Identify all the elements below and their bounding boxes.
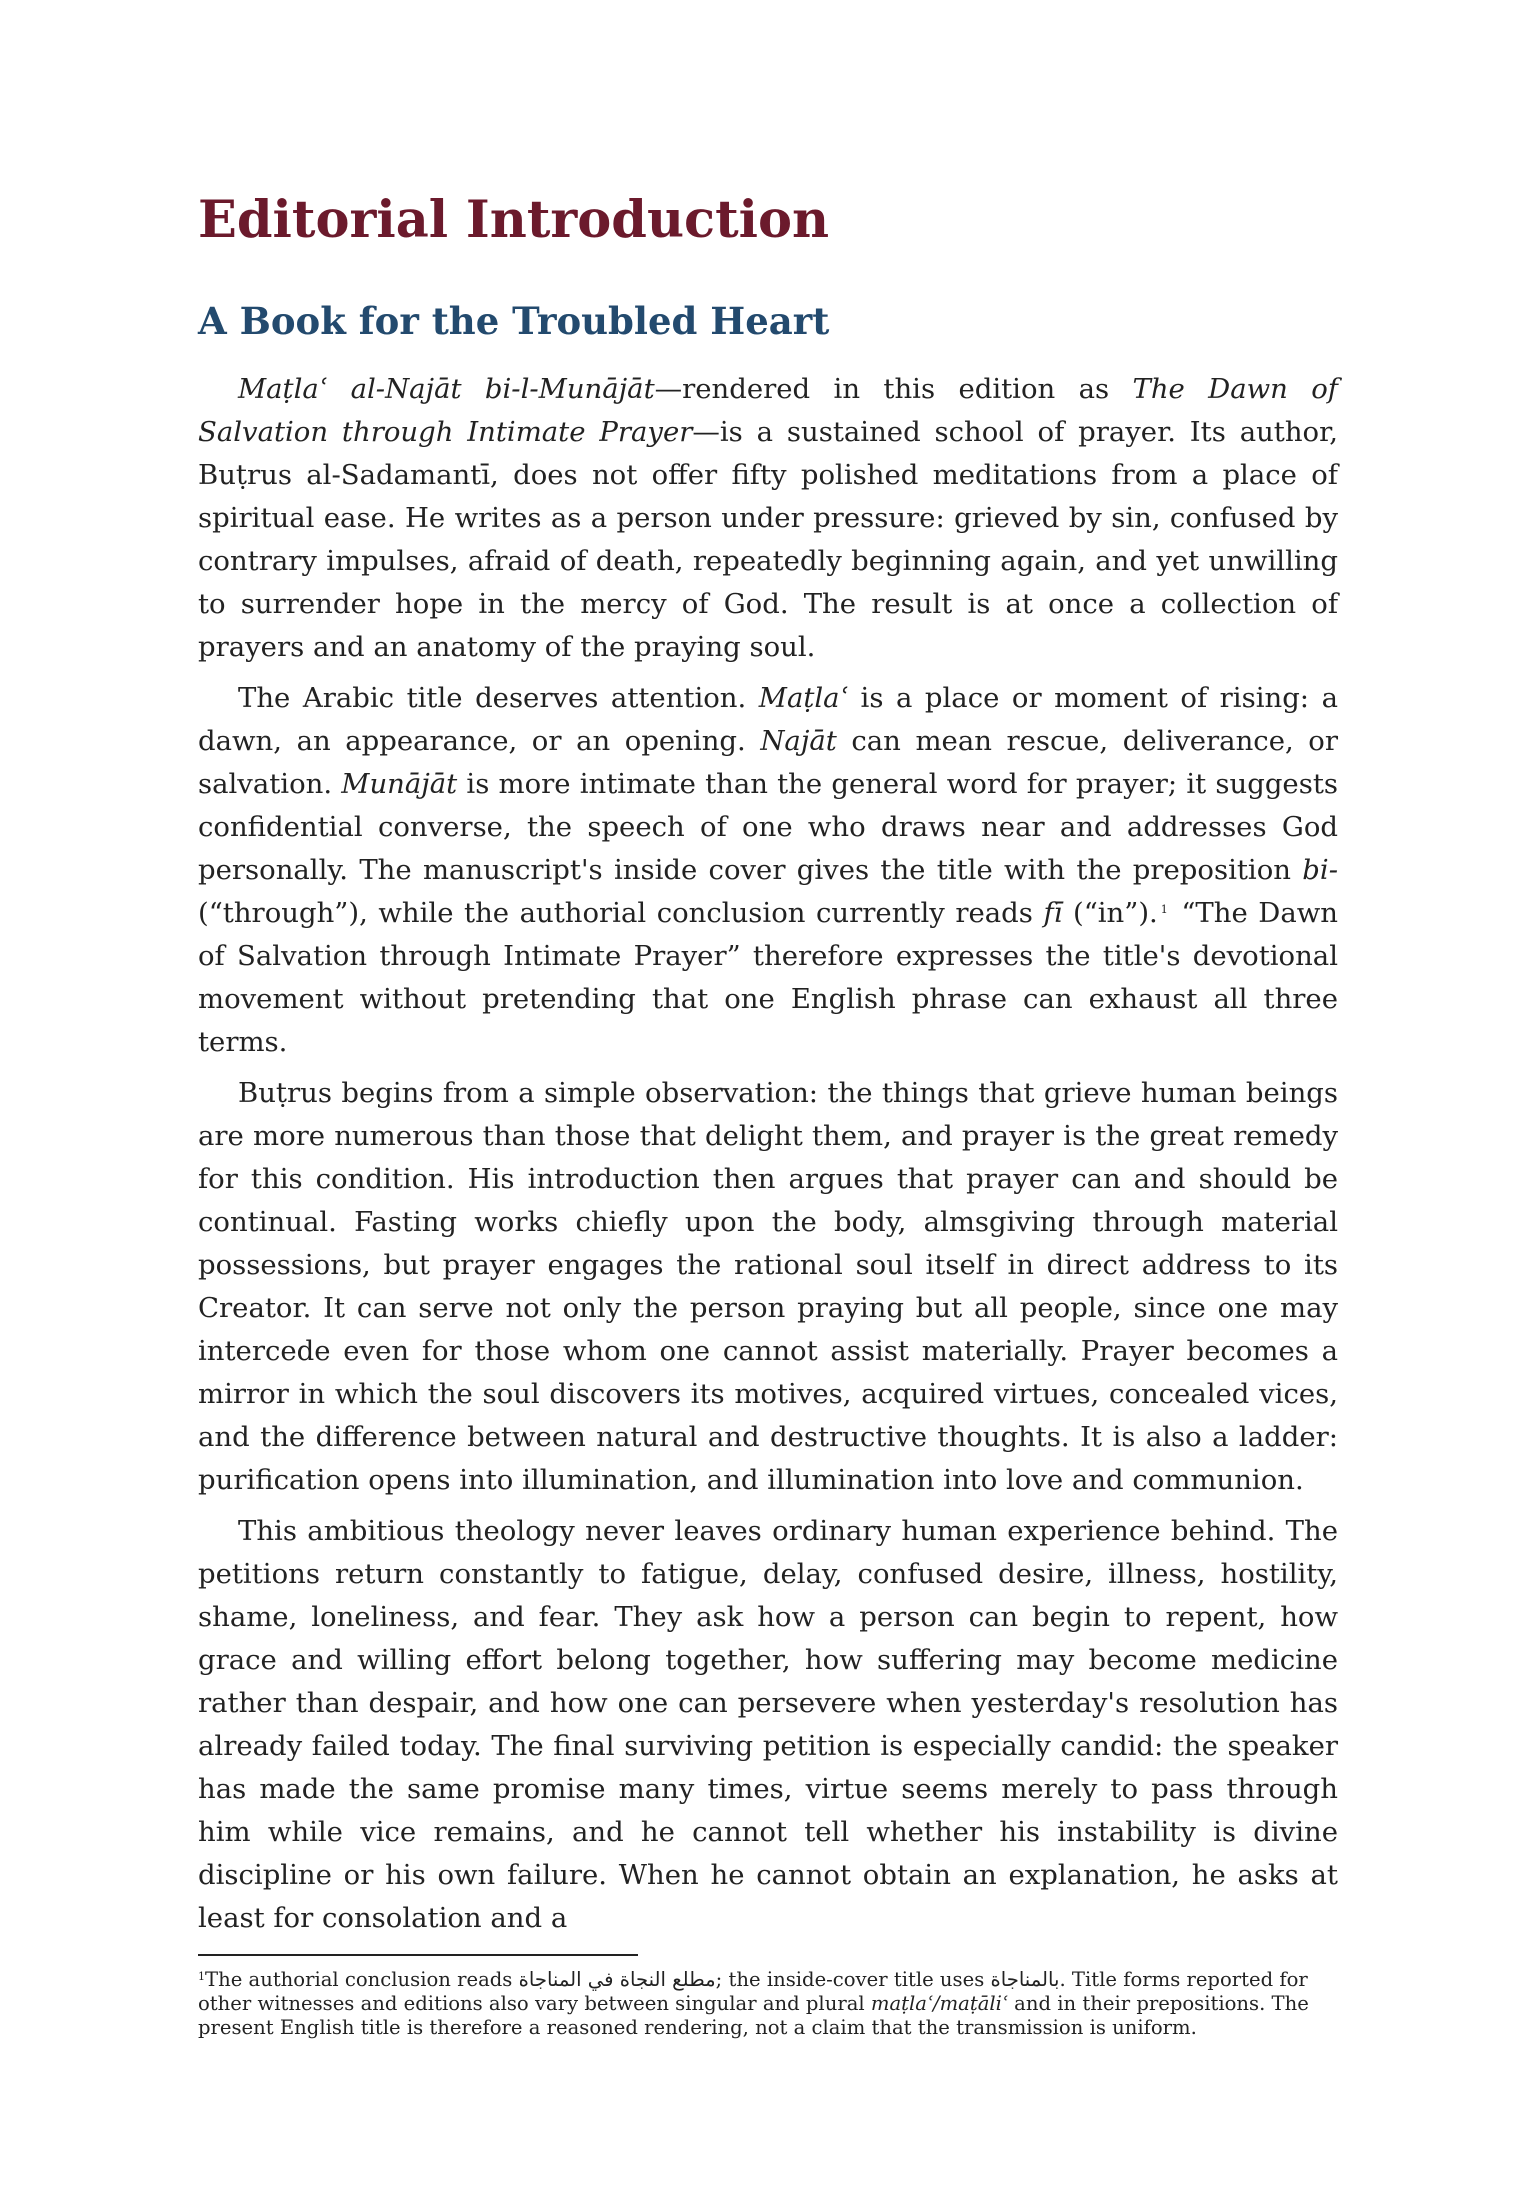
- english-title: The Dawn of Salvation through Intimate Prayer: [198, 372, 1338, 448]
- text-run: —is a sustained school of prayer. Its author, Buṭrus al-Sadamantī, does not offer fifty polished meditations from a place of spiritual ease. He writes as a person under pressure: grieved by sin, confused by contrary impulses, afraid of death, repeatedly beginning again, and yet unwilling to surrender hope in the mercy of God. The result is at once a collection of prayers and an anatomy of the praying soul.: [198, 415, 1338, 663]
- term-bi: bi-: [1302, 853, 1338, 886]
- text-run: —rendered in this edition as: [654, 372, 1133, 405]
- paragraph-2: [198, 677, 1338, 1064]
- text-run: . Title forms reported for other witnesses and editions also vary between singular and plural: [198, 1967, 1308, 2015]
- paragraph-3: Buṭrus begins from a simple observation: the things that grieve human beings are more numerous than those that delight them, and prayer is the great remedy for this condition. His introduction then argues that prayer can and should be continual. Fasting works chiefly upon the body, almsgiving through material possessions, but prayer engages the rational soul itself in direct address to its Creator. It can serve not only the person praying but all people, since one may intercede even for those whom one cannot assist materially. Prayer becomes a mirror in which the soul discovers its motives, acquired virtues, concealed vices, and the difference between natural and destructive thoughts. It is also a ladder: purification opens into illumination, and illumination into love and communion.: [198, 1076, 1338, 1496]
- term-matla: Maṭlaʿ: [758, 681, 849, 714]
- term-matla-variants: maṭlaʿ/maṭāliʿ: [870, 1991, 1008, 2015]
- arabic-title-transliteration: Maṭlaʿ al-Najāt bi-l-Munājāt: [238, 372, 655, 405]
- term-najat: Najāt: [760, 724, 837, 757]
- text-run: (“in”).: [1062, 896, 1158, 929]
- text-run: is a place or moment of rising: a dawn, an appearance, or an opening.: [198, 681, 1338, 757]
- text-run: (“through”), while the authorial conclusion currently reads: [198, 896, 1044, 929]
- text-run: is more intimate than the general word for prayer; it suggests confidential converse, the speech of one who draws near and addresses God personally. The manuscript's inside cover gives the title with the preposition: [198, 767, 1338, 886]
- footnote-number: 1: [198, 1969, 205, 1983]
- arabic-conclusion-title: مطلع النجاة في المناجاة: [518, 1967, 716, 1991]
- paragraph-1: [198, 368, 1338, 669]
- text-run: and in their prepositions. The present English title is therefore a reasoned rendering, not a claim that the transmission is uniform.: [198, 1991, 1309, 2039]
- text-run: can mean rescue, deliverance, or salvation.: [198, 724, 1338, 800]
- text-run: “The Dawn of Salvation through Intimate Prayer” therefore expresses the title's devotional movement without pretending that one English phrase can exhaust all three terms.: [198, 896, 1338, 1058]
- footnote-reference[interactable]: 1: [1160, 902, 1168, 916]
- body-text: [198, 368, 1338, 1940]
- footnote-divider: [198, 1954, 638, 1956]
- page-title: Editorial Introduction: [198, 190, 830, 250]
- section-heading: A Book for the Troubled Heart: [198, 299, 830, 344]
- paragraph-4: This ambitious theology never leaves ordinary human experience behind. The petitions return constantly to fatigue, delay, confused desire, illness, hostility, shame, loneliness, and fear. They ask how a person can begin to repent, how grace and willing effort belong together, how suffering may become medicine rather than despair, and how one can persevere when yesterday's resolution has already failed today. The final surviving petition is especially candid: the speaker has made the same promise many times, virtue seems merely to pass through him while vice remains, and he cannot tell whether his instability is divine discipline or his own failure. When he cannot obtain an explanation, he asks at least for consolation and a: [198, 1514, 1338, 1934]
- document-page: [198, 190, 1338, 2040]
- term-fi: fī: [1043, 896, 1063, 929]
- text-run: The Arabic title deserves attention.: [238, 681, 759, 714]
- text-run: ; the inside-cover title uses: [715, 1967, 991, 1991]
- text-run: The authorial conclusion reads: [205, 1967, 519, 1991]
- arabic-inside-cover-title: بالمناجاة: [990, 1967, 1060, 1991]
- footnote-1: [198, 1968, 1338, 2040]
- term-munajat: Munājāt: [341, 767, 458, 800]
